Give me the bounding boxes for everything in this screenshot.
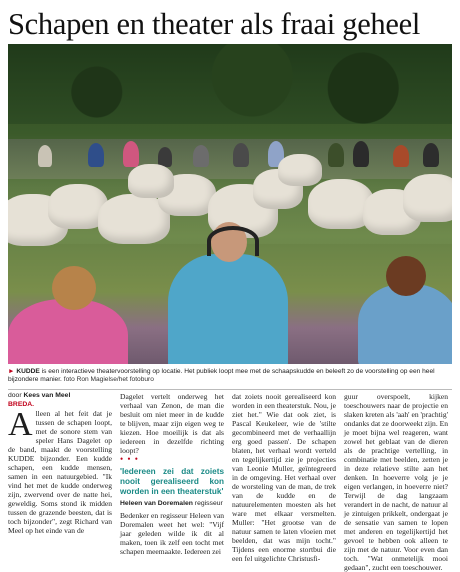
quote-dots: • • • bbox=[120, 454, 139, 464]
quote-role: regisseur bbox=[192, 499, 223, 507]
dropcap: A bbox=[8, 406, 33, 443]
caption-lead: KUDDE bbox=[16, 368, 40, 375]
sheep bbox=[278, 154, 322, 186]
pull-quote-source bbox=[120, 499, 224, 508]
man-blue-shirt bbox=[168, 254, 288, 364]
article-column-1 bbox=[8, 392, 112, 535]
byline-author: Kees van Meel bbox=[23, 392, 71, 399]
caption-arrow-icon: ► bbox=[8, 368, 15, 375]
column-1-text: lleen al het feit dat je tussen de schapen loopt, met de sonore stem van speler Hans Dagelet op de band, maakt de voorstelling KUDDE bijzonder. Een kudde schapen, een kudde mensen, samen in een natuurgebied. "Ik vind het met de kudde onderweg zijn, zwervend over de natte hei, geweldig. Soms stond ik midden tussen de grazende beesten, dat is toch bijzonder", zegt Richard van Meel op het einde van de bbox=[8, 409, 112, 535]
article-column-2 bbox=[120, 392, 224, 556]
photo-credit: foto Ron Magielse/het fotoburo bbox=[63, 376, 154, 384]
byline-location: BREDA. bbox=[8, 400, 35, 408]
headphones bbox=[207, 226, 259, 256]
headline: Schapen en theater als fraai geheel bbox=[8, 7, 421, 41]
photo-trees bbox=[8, 44, 452, 124]
article-column-3 bbox=[232, 392, 336, 563]
woman-pink-head bbox=[52, 266, 96, 310]
article-photo bbox=[8, 44, 452, 364]
caption-divider bbox=[8, 389, 452, 390]
column-1-body bbox=[8, 406, 112, 535]
sheep bbox=[403, 174, 452, 222]
caption-text: is een interactieve theatervoorstelling op locatie. Het publiek loopt mee met de schaapskudde en beleeft zo de voorstelling op een heel bijzondere manier. bbox=[8, 368, 435, 384]
article-column-4 bbox=[344, 392, 448, 572]
sheep bbox=[128, 164, 174, 198]
quote-name: Heleen van Doremalen bbox=[120, 499, 193, 507]
photo-audience-row bbox=[8, 139, 452, 179]
byline-prefix: door bbox=[8, 392, 24, 399]
column-2-text: Dagelet vertelt onderweg het verhaal van Zenon, de man die besluit om niet meer in de kudde te blijven, maar zijn eigen weg te kiezen. Hoe moeilijk is dat als iedereen in dezelfde richting loopt? bbox=[120, 392, 224, 455]
photo-caption bbox=[8, 368, 452, 390]
column-4-text: guur overspoelt, kijken toeschouwers naar de projectie en slaken kreten als 'aah' en 'prachtig' ondanks dat ze doorweekt zijn. En je moet bijna wel reageren, want zowel het geblaat van de dieren als de prachtige vertelling, in combinatie met beelden, zetten je in deze relatieve stilte aan het denken. In hoeverre volg je je eigen verlangen, in hoeverre niet? Terwijl de dag langzaam verandert in de nacht, de natuur al je zintuigen prikkelt, ondergaat je de sensatie van samen te lopen met anderen en tegelijkertijd het gevoel te hebben ook alleen te zijn met de natuur. Voor even dan toch. "Wat onmetelijk mooi gedaan", zucht een toeschouwer. bbox=[344, 392, 448, 572]
woman-blue-head bbox=[386, 256, 426, 296]
pull-quote: 'Iedereen zei dat zoiets nooit gerealiseerd kon worden in een theaterstuk' bbox=[120, 467, 224, 497]
byline bbox=[8, 392, 112, 409]
woman-blue-shirt bbox=[358, 284, 452, 364]
column-2-text-2: Bedenker en regisseur Heleen van Doremalen weet het wel: "Vijf jaar geleden wilde ik dit al maken, toen ik zelf een tocht met schapen meemaakte. Iedereen zei bbox=[120, 510, 224, 556]
column-3-text: dat zoiets nooit gerealiseerd kon worden in een theaterstuk. Nou, je ziet het." Wie dat ook ziet, is Pascal Keukeleer, wie de 'stilte gecombineerd met de verhaallijn erg goed passen'. De schapen blaten, het verhaal wordt verteld en tegelijkertijd zie je projecties van Leonie Muller, geïntegreerd in de omgeving. Het verhaal over de worsteling van de man, de trek van de kudde en de natuurelementen moesten als het ware met elkaar versmelten. Muller: "Het grootse van de natuur samen te laten vloeien met beelden, dat was mijn tocht." Tijdens een enorme stortbui die een fel uitgelichte Christusfi- bbox=[232, 392, 336, 563]
